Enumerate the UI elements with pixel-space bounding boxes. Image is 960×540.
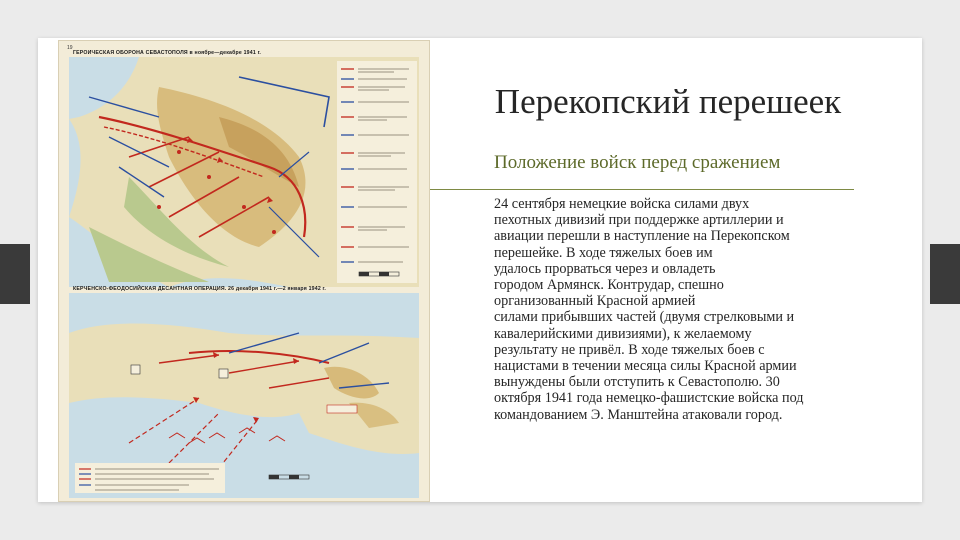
body-line: командованием Э. Манштейна атаковали город. xyxy=(494,406,783,423)
map-title-kerch-feodosia: КЕРЧЕНСКО-ФЕОДОСИЙСКАЯ ДЕСАНТНАЯ ОПЕРАЦИЯ. 26 декабря 1941 г.—2 января 1942 г. xyxy=(73,286,327,292)
slide-subtitle: Положение войск перед сражением xyxy=(494,152,781,173)
slide-title: Перекопский перешеек xyxy=(494,82,842,121)
body-line: пехотных дивизий при поддержке артиллерии и xyxy=(494,212,784,229)
title-divider xyxy=(430,189,854,190)
body-line: перешейке. В ходе тяжелых боев им xyxy=(494,244,713,261)
body-line: организованный Красной армией xyxy=(494,293,696,310)
body-line: авиации перешли в наступление на Перекопском xyxy=(494,228,790,245)
sevastopol-defense-map xyxy=(69,57,419,287)
map-title-sevastopol: ГЕРОИЧЕСКАЯ ОБОРОНА СЕВАСТОПОЛЯ в ноябре—декабре 1941 г. xyxy=(73,50,262,56)
historical-maps-figure xyxy=(58,40,430,502)
body-line: кавалерийскими дивизиями), к желаемому xyxy=(494,325,752,342)
body-line: городом Армянск. Контрудар, спешно xyxy=(494,277,724,294)
body-line: удалось прорваться через и овладеть xyxy=(494,260,716,277)
figure-page-number: 19 xyxy=(67,45,73,51)
body-line: вынуждены были отступить к Севастополю. 30 xyxy=(494,374,780,391)
body-line: силами прибывших частей (двумя стрелковыми и xyxy=(494,309,795,326)
body-line: результату не привёл. В ходе тяжелых боев с xyxy=(494,341,765,358)
right-side-tab xyxy=(930,244,960,304)
body-line: 24 сентября немецкие войска силами двух xyxy=(494,196,750,212)
kerch-feodosia-operation-map xyxy=(69,293,419,498)
slide-body-text xyxy=(494,196,874,423)
body-line: октября 1941 года немецко-фашистские войска под xyxy=(494,390,804,407)
left-side-tab xyxy=(0,244,30,304)
body-line: нацистами в течении месяца силы Красной армии xyxy=(494,358,797,375)
